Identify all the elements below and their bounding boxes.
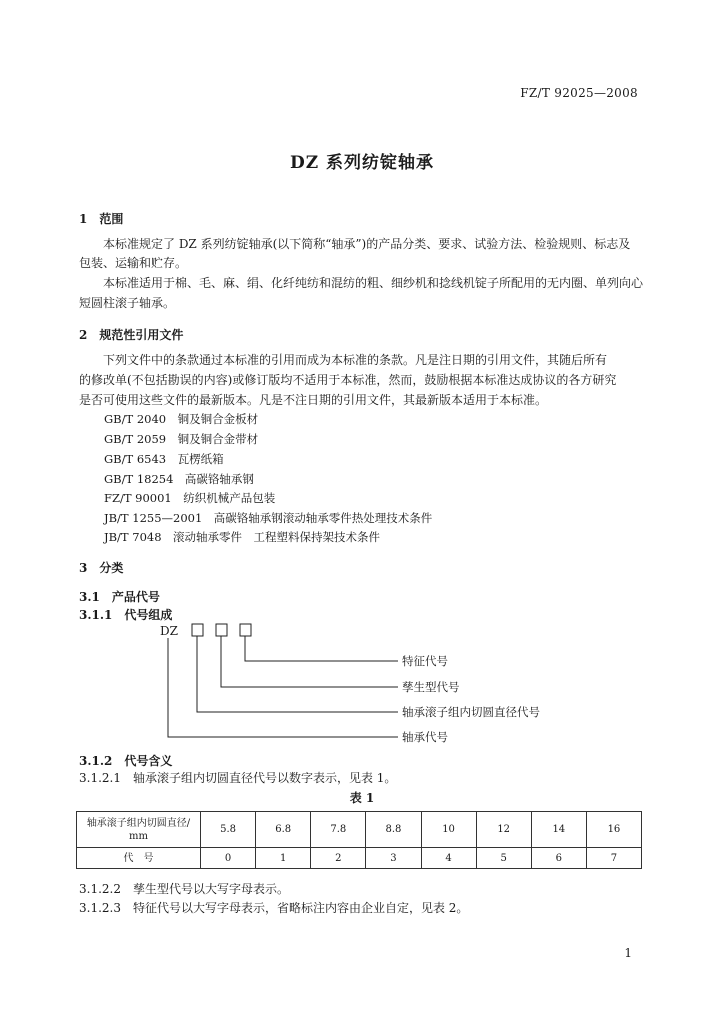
diagram-prefix: DZ	[160, 624, 178, 638]
table-cell: 0	[201, 848, 256, 869]
section-2-para-line1: 下列文件中的条款通过本标准的引用而成为本标准的条款。凡是注日期的引用文件，其随后所有	[103, 353, 608, 367]
table-cell: 16	[586, 812, 641, 848]
table-cell: 8.8	[366, 812, 421, 848]
table-header-cell: 代 号	[77, 848, 201, 869]
label-bearing-code: 轴承代号	[402, 730, 448, 744]
section-1-heading: 1 范围	[79, 212, 124, 226]
table-cell: 4	[421, 848, 476, 869]
table-cell: 6.8	[256, 812, 311, 848]
section-1-para1-line2: 包装、运输和贮存。	[79, 256, 188, 270]
section-2-para-line3: 是否可使用这些文件的最新版本。凡是不注日期的引用文件，其最新版本适用于本标准。	[79, 393, 548, 407]
label-feature-code: 特征代号	[402, 654, 448, 668]
table-cell: 14	[531, 812, 586, 848]
section-3-1-2-3: 3.1.2.3 特征代号以大写字母表示，省略标注内容由企业自定，见表 2。	[79, 901, 469, 915]
table-cell: 10	[421, 812, 476, 848]
reference-item: JB/T 7048 滚动轴承零件 工程塑料保持架技术条件	[104, 530, 381, 544]
section-3-1-2-heading: 3.1.2 代号含义	[79, 754, 173, 768]
leader-line-diameter	[197, 636, 398, 712]
table-header-cell	[77, 812, 201, 848]
reference-item: GB/T 2040 铜及铜合金板材	[104, 412, 259, 426]
table-cell: 5	[476, 848, 531, 869]
section-1-para2-line2: 短圆柱滚子轴承。	[79, 296, 176, 310]
section-2-para-line2: 的修改单(不包括勘误的内容)或修订版均不适用于本标准，然而，鼓励根据本标准达成协议的各方研究	[79, 373, 617, 387]
table-cell: 2	[311, 848, 366, 869]
table-1-caption: 表 1	[349, 791, 375, 805]
label-derivative-code: 孳生型代号	[402, 680, 460, 694]
table-cell: 5.8	[201, 812, 256, 848]
reference-item: GB/T 18254 高碳铬轴承钢	[104, 472, 254, 486]
code-box-diameter	[192, 624, 203, 636]
reference-item: GB/T 6543 瓦楞纸箱	[104, 452, 224, 466]
section-2-heading: 2 规范性引用文件	[79, 328, 184, 342]
code-box-feature	[240, 624, 251, 636]
reference-item: GB/T 2059 铜及铜合金带材	[104, 432, 259, 446]
page-number: 1	[624, 946, 632, 960]
table-cell: 3	[366, 848, 421, 869]
table-cell: 7.8	[311, 812, 366, 848]
table-header-line2: mm	[129, 830, 148, 842]
section-3-1-2-2: 3.1.2.2 孳生型代号以大写字母表示。	[79, 882, 289, 896]
document-title: DZ 系列纺锭轴承	[289, 153, 435, 173]
section-1-para2-line1: 本标准适用于棉、毛、麻、绢、化纤纯纺和混纺的粗、细纱机和捻线机锭子所配用的无内圈、单列向心	[103, 276, 644, 290]
table-cell: 6	[531, 848, 586, 869]
table-row	[77, 812, 642, 848]
standard-code: FZ/T 92025—2008	[520, 86, 638, 100]
reference-item: JB/T 1255—2001 高碳铬轴承钢滚动轴承零件热处理技术条件	[104, 511, 433, 525]
table-header-line1: 轴承滚子组内切圆直径/	[86, 817, 191, 829]
table-cell: 12	[476, 812, 531, 848]
section-3-1-heading: 3.1 产品代号	[79, 590, 160, 604]
label-diameter-code: 轴承滚子组内切圆直径代号	[402, 705, 540, 719]
section-3-1-2-1: 3.1.2.1 轴承滚子组内切圆直径代号以数字表示，见表 1。	[79, 771, 397, 785]
section-3-1-1-heading: 3.1.1 代号组成	[79, 608, 173, 622]
reference-item: FZ/T 90001 纺织机械产品包装	[104, 491, 276, 505]
table-cell: 1	[256, 848, 311, 869]
section-3-heading: 3 分类	[79, 561, 124, 575]
table-1	[76, 811, 642, 869]
section-1-para1-line1: 本标准规定了 DZ 系列纺锭轴承(以下简称“轴承”)的产品分类、要求、试验方法、检验规则、标志及	[103, 237, 631, 251]
table-row	[77, 848, 642, 869]
code-box-derivative	[216, 624, 227, 636]
table-cell: 7	[586, 848, 641, 869]
leader-line-feature	[245, 636, 398, 661]
